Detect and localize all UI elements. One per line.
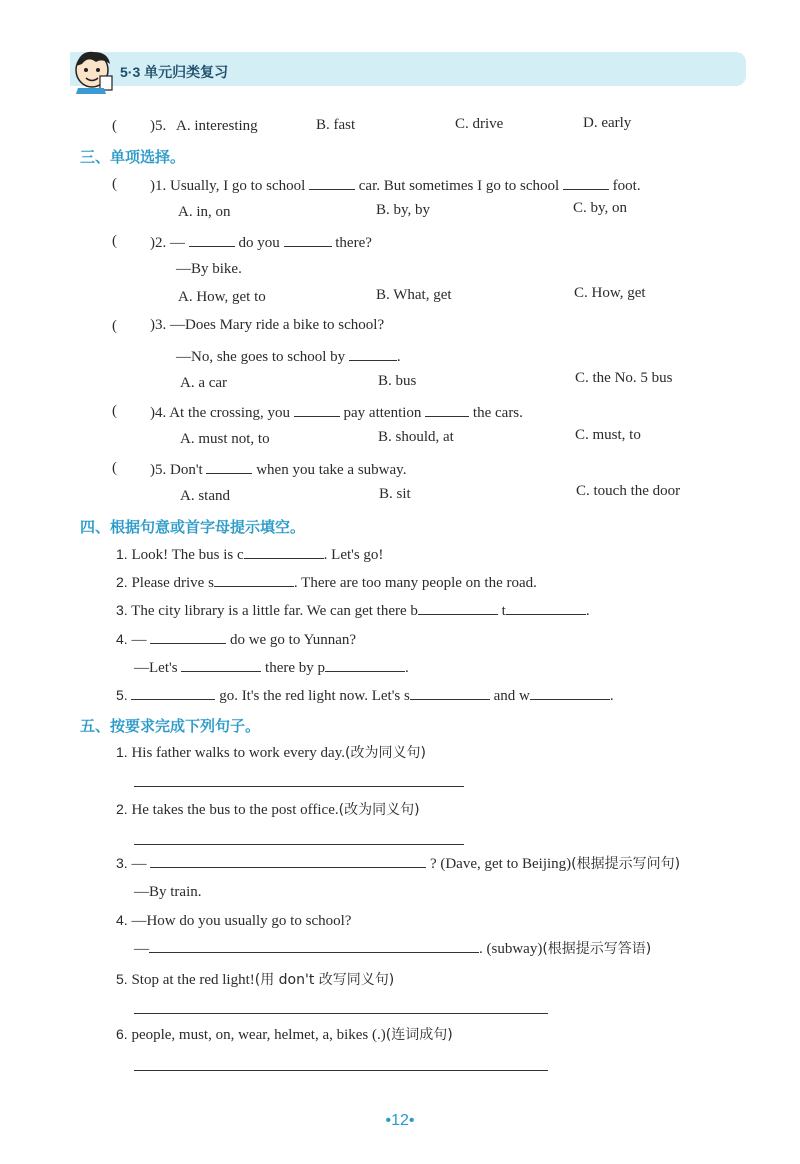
s5-item-3-number: 3. — [116, 855, 128, 871]
q3-paren: ( — [112, 318, 117, 334]
top-number: )5. — [150, 118, 167, 134]
s4-item-1-blank[interactable] — [244, 544, 324, 559]
s5-item-3 — [116, 853, 680, 873]
q3-blank[interactable] — [349, 346, 397, 361]
top-option-d: D. early — [583, 115, 632, 131]
s4-item-5 — [116, 685, 614, 705]
q1-text1: Usually, I go to school — [170, 178, 306, 194]
top-paren: ( — [112, 118, 117, 134]
s5-item-2 — [116, 799, 420, 819]
s4-item-2-blank[interactable] — [214, 572, 294, 587]
q3-question — [150, 317, 384, 334]
q4-option-b: B. should, at — [378, 429, 454, 445]
q1-blank2[interactable] — [563, 175, 609, 190]
q2-text1: do you — [238, 235, 280, 251]
s4-item-5-blank1[interactable] — [131, 685, 215, 700]
s5-item-4-blank[interactable] — [149, 938, 479, 953]
s4-item-4-blank1[interactable] — [150, 629, 226, 644]
top-option-a: A. interesting — [176, 118, 258, 134]
s5-item-4-hint: . (subway) — [479, 941, 543, 957]
q2-number: )2. — [150, 235, 167, 251]
q5-text2: when you take a subway. — [256, 462, 407, 478]
s5-item-3-dash: — — [131, 856, 147, 872]
s4-item-3-blank1[interactable] — [418, 600, 498, 615]
s5-item-2-note: (改为同义句) — [338, 802, 420, 818]
top-option-c: C. drive — [455, 116, 504, 132]
s4-item-3-end: . — [585, 603, 590, 619]
section5-heading: 五、按要求完成下列句子。 — [80, 718, 261, 735]
q4-number: )4. — [150, 405, 167, 421]
q1-number: )1. — [150, 178, 167, 194]
s5-item-5-number: 5. — [116, 971, 128, 987]
q1-text2: car. But sometimes I go to school — [358, 178, 560, 194]
s4-item-5-number: 5. — [116, 687, 128, 703]
s5-item-1-text: His father walks to work every day. — [131, 745, 345, 761]
mascot-icon — [72, 48, 116, 94]
s4-item-4-blank3[interactable] — [325, 657, 405, 672]
s4-item-4-blank2[interactable] — [181, 657, 261, 672]
s5-item-2-number: 2. — [116, 801, 128, 817]
q4-text1: At the crossing, you — [169, 405, 291, 421]
q4-question — [150, 402, 523, 422]
s4-item-1 — [116, 544, 383, 564]
s4-item-4-text: do we go to Yunnan? — [229, 632, 357, 648]
s4-item-1-end: . Let's go! — [323, 547, 384, 563]
s4-item-4-reply-start: —Let's — [134, 660, 178, 676]
q2-paren: ( — [112, 233, 117, 249]
s5-item-1-answer-line[interactable] — [134, 786, 464, 787]
s5-item-1-note: (改为同义句) — [344, 745, 426, 761]
s4-item-4-reply-end: . — [405, 660, 409, 676]
q2-blank2[interactable] — [284, 232, 332, 247]
q5-blank[interactable] — [206, 459, 252, 474]
q2-option-a: A. How, get to — [178, 289, 266, 305]
s4-item-4-dash: — — [131, 632, 147, 648]
q4-blank1[interactable] — [294, 402, 340, 417]
q1-option-a: A. in, on — [178, 204, 231, 220]
q5-question — [150, 459, 406, 479]
q1-question — [150, 175, 641, 195]
q4-option-a: A. must not, to — [180, 431, 270, 447]
q2-question — [150, 232, 372, 252]
q4-option-c: C. must, to — [575, 427, 641, 443]
s4-item-3-number: 3. — [116, 602, 128, 618]
s5-item-2-text: He takes the bus to the post office. — [131, 802, 339, 818]
s4-item-1-number: 1. — [116, 546, 128, 562]
s4-item-2-end: . There are too many people on the road. — [293, 575, 537, 591]
q2-option-b: B. What, get — [376, 287, 452, 303]
q4-text2: pay attention — [343, 405, 422, 421]
s5-item-4-note: (根据提示写答语) — [542, 941, 652, 957]
q3-reply-end: . — [396, 349, 401, 365]
s4-item-4-reply-mid: there by p — [265, 660, 326, 676]
s4-item-3-letter: t — [501, 603, 506, 619]
s4-item-4-number: 4. — [116, 631, 128, 647]
s5-item-3-qmark: ? — [429, 856, 437, 872]
q5-option-a: A. stand — [180, 488, 230, 504]
s5-item-1-number: 1. — [116, 744, 128, 760]
s4-item-5-blank3[interactable] — [530, 685, 610, 700]
s5-item-5 — [116, 969, 394, 989]
s4-item-4-reply — [134, 657, 409, 677]
s4-item-5-blank2[interactable] — [410, 685, 490, 700]
s5-item-4-number: 4. — [116, 912, 128, 928]
s5-item-4-text: —How do you usually go to school? — [131, 913, 352, 929]
s5-item-2-answer-line[interactable] — [134, 844, 464, 845]
s5-item-4-answer — [134, 938, 651, 958]
q4-text3: the cars. — [472, 405, 523, 421]
q1-option-b: B. by, by — [376, 202, 431, 218]
s5-item-4 — [116, 912, 351, 930]
q5-number: )5. — [150, 462, 167, 478]
q2-text2: there? — [335, 235, 372, 251]
q2-reply: —By bike. — [176, 261, 242, 277]
q1-blank1[interactable] — [309, 175, 355, 190]
s5-item-3-note: (根据提示写问句) — [571, 856, 681, 872]
page-number: •12• — [385, 1112, 415, 1129]
s5-item-6-note: (连词成句) — [385, 1027, 453, 1043]
s5-item-5-text: Stop at the red light! — [131, 972, 255, 988]
q1-option-c: C. by, on — [573, 200, 628, 216]
q4-blank2[interactable] — [425, 402, 469, 417]
top-option-b: B. fast — [316, 117, 356, 133]
q5-paren: ( — [112, 460, 117, 476]
s4-item-2 — [116, 572, 537, 592]
s5-item-6-answer-line[interactable] — [134, 1070, 548, 1071]
q3-number: )3. — [150, 317, 167, 333]
s4-item-2-number: 2. — [116, 574, 128, 590]
s5-item-1 — [116, 742, 426, 762]
s5-item-4-dash: — — [134, 941, 149, 957]
s4-item-4 — [116, 629, 356, 649]
q3-option-c: C. the No. 5 bus — [575, 370, 673, 386]
s5-item-3-reply: —By train. — [134, 884, 202, 900]
s4-item-5-end: . — [609, 688, 614, 704]
q4-paren: ( — [112, 403, 117, 419]
s4-item-3-blank2[interactable] — [506, 600, 586, 615]
q2-blank1[interactable] — [189, 232, 235, 247]
s5-item-6-text: people, must, on, wear, helmet, a, bikes (.) — [131, 1027, 386, 1043]
s4-item-3 — [116, 600, 590, 620]
q1-text3: foot. — [612, 178, 641, 194]
s5-item-3-hint: (Dave, get to Beijing) — [440, 856, 572, 872]
q3-option-b: B. bus — [378, 373, 417, 389]
s4-item-3-text: The city library is a little far. We can get there b — [131, 603, 418, 619]
q1-paren: ( — [112, 176, 117, 192]
s4-item-5-text: go. It's the red light now. Let's s — [219, 688, 410, 704]
s5-item-5-answer-line[interactable] — [134, 1013, 548, 1014]
s4-item-5-and: and w — [493, 688, 530, 704]
header-title: 5·3 单元归类复习 — [120, 64, 229, 80]
q3-reply — [176, 346, 401, 366]
s4-item-2-text: Please drive s — [131, 575, 214, 591]
q2-option-c: C. How, get — [574, 285, 646, 301]
s5-item-5-note: (用 don't 改写同义句) — [254, 972, 395, 988]
section4-heading: 四、根据句意或首字母提示填空。 — [80, 519, 306, 536]
q5-option-c: C. touch the door — [576, 483, 681, 499]
q5-text1: Don't — [170, 462, 203, 478]
s5-item-6 — [116, 1024, 453, 1044]
q3-text: —Does Mary ride a bike to school? — [170, 317, 385, 333]
q3-option-a: A. a car — [180, 375, 228, 391]
s5-item-3-blank[interactable] — [150, 853, 426, 868]
section3-heading: 三、单项选择。 — [80, 149, 186, 166]
q2-dash: — — [170, 235, 185, 251]
q5-option-b: B. sit — [379, 486, 411, 502]
s4-item-1-text: Look! The bus is c — [131, 547, 244, 563]
s5-item-6-number: 6. — [116, 1026, 128, 1042]
q3-reply-text: —No, she goes to school by — [176, 349, 346, 365]
